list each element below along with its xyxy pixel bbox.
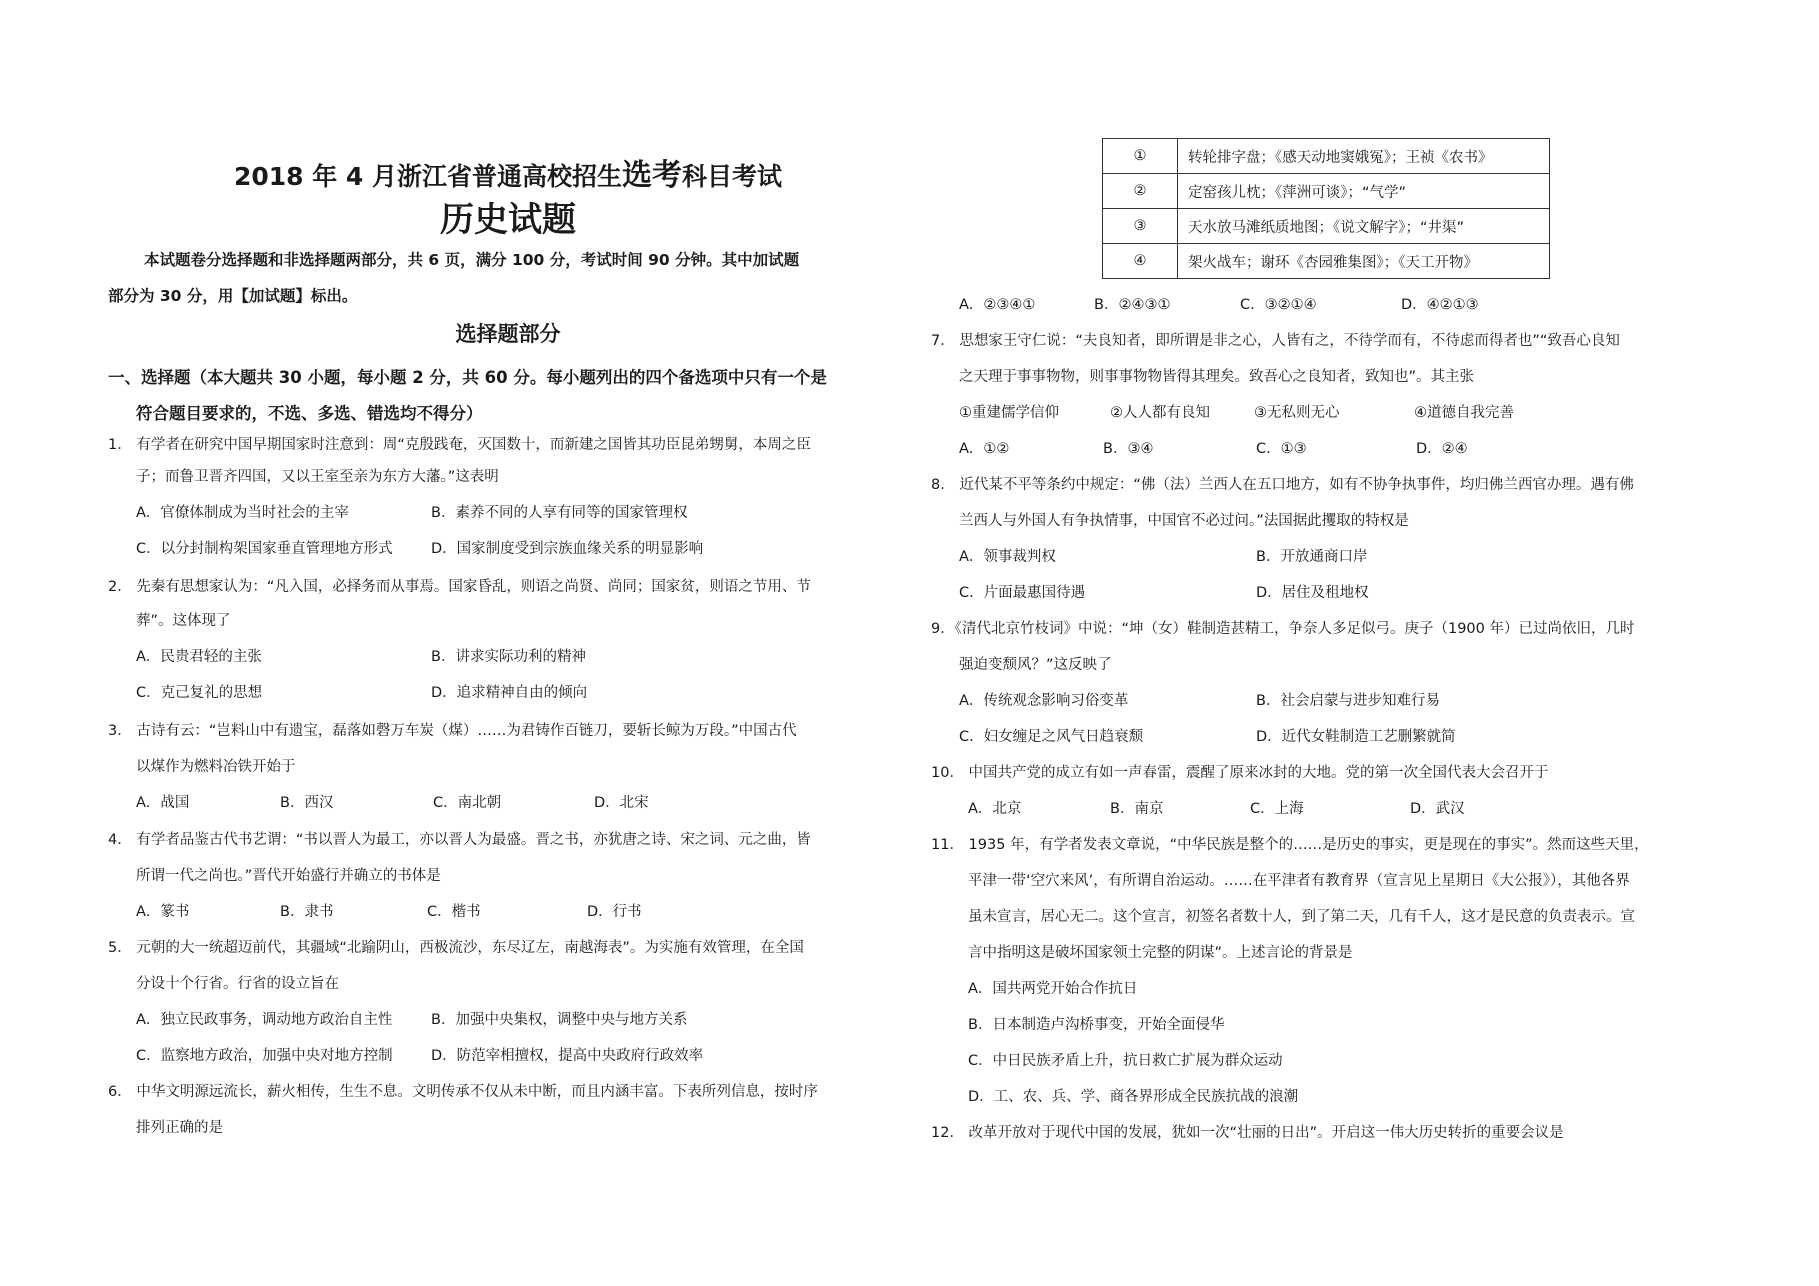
subject-title: 历史试题 [440,200,576,240]
q1-option-b: B．素养不同的人享有同等的国家管理权 [431,505,688,521]
q7-option-d: D．②④ [1416,441,1468,457]
q5-option-c: C．监察地方政治，加强中央对地方控制 [136,1048,393,1064]
q1-option-d: D．国家制度受到宗族血缘关系的明显影响 [431,541,704,557]
q4-option-c: C．楷书 [427,904,481,920]
q7-statement-3: ③无私则无心 [1254,405,1340,421]
q6-option-b: B．②④③① [1094,297,1171,313]
q8-option-d: D．居住及租地权 [1256,585,1369,601]
q6-option-a: A．②③④① [959,297,1036,313]
q7-statement-1: ①重建儒学信仰 [959,405,1059,421]
q8-option-b: B．开放通商口岸 [1256,549,1368,565]
question-11-line-4: 言中指明这是破坏国家领土完整的阴谋”。上述言论的背景是 [968,945,1353,961]
question-9-line-1: 9．《清代北京竹枝词》中说：“坤（女）鞋制造甚精工，争奈人多足似弓。庚子（1900 年）已过尚依旧，几时 [931,621,1635,637]
table-cell-text: 转轮排字盘；《感天动地窦娥冤》；王祯《农书》 [1178,139,1550,174]
question-11-line-2: 平津一带‘空穴来风’，有所谓自治运动。……在平津者有教育界（宣言见上星期日《大公报》），其他各界 [968,873,1630,889]
part-heading: 一、选择题（本大题共 30 小题，每小题 2 分，共 60 分。每小题列出的四个备选项中只有一个是 符合题目要求的，不选、多选、错选均不得分） [108,368,827,423]
q7-statement-4: ④道德自我完善 [1414,405,1514,421]
q10-option-d: D．武汉 [1410,801,1465,817]
table-row [1103,209,1550,244]
q10-option-c: C．上海 [1250,801,1304,817]
q9-option-c: C．妇女缠足之风气日趋衰颓 [959,729,1144,745]
question-4-line-1: 4． 有学者品鉴古代书艺谓：“书以晋人为最工，亦以晋人为最盛。晋之书，亦犹唐之诗、宋之词、元之曲，皆 [108,832,811,848]
table-cell-number: ④ [1103,244,1178,279]
question-8-line-1: 8． 近代某不平等条约中规定：“佛（法）兰西人在五口地方，如有不协争执事件，均归佛兰西官办理。遇有佛 [931,477,1634,493]
q11-option-d: D．工、农、兵、学、商各界形成全民族抗战的浪潮 [968,1089,1299,1105]
table-cell-number: ③ [1103,209,1178,244]
q4-option-d: D．行书 [587,904,642,920]
q10-option-b: B．南京 [1110,801,1164,817]
q3-option-c: C．南北朝 [433,795,502,811]
q1-option-c: C．以分封制构架国家垂直管理地方形式 [136,541,393,557]
question-7-line-2: 之天理于事事物物，则事事物物皆得其理矣。致吾心之良知者，致知也”。其主张 [959,369,1475,385]
q6-option-c: C．③②①④ [1240,297,1317,313]
table-cell-number: ② [1103,174,1178,209]
exam-instructions: 本试题卷分选择题和非选择题两部分，共 6 页，满分 100 分，考试时间 90 分钟。其中加试题 部分为 30 分，用【加试题】标出。 [108,251,800,305]
q7-option-b: B．③④ [1103,441,1154,457]
question-6-line-1: 6． 中华文明源远流长，薪火相传，生生不息。文明传承不仅从未中断，而且内涵丰富。下表所列信息，按时序 [108,1084,818,1100]
question-6-line-2: 排列正确的是 [136,1120,223,1136]
q8-option-a: A．领事裁判权 [959,549,1056,565]
q1-option-a: A．官僚体制成为当时社会的主宰 [136,505,349,521]
question-3-line-2: 以煤作为燃料冶铁开始于 [136,759,296,775]
q7-option-a: A．①② [959,441,1010,457]
q2-option-b: B．讲求实际功利的精神 [431,649,586,665]
q9-option-a: A．传统观念影响习俗变革 [959,693,1129,709]
table-cell-text: 定窑孩儿枕；《萍洲可谈》；“气学” [1178,174,1550,209]
q3-option-a: A．战国 [136,795,190,811]
q4-option-a: A．篆书 [136,904,190,920]
table-row [1103,139,1550,174]
q10-option-a: A．北京 [968,801,1022,817]
question-7-line-1: 7． 思想家王守仁说：“夫良知者，即所谓是非之心，人皆有之，不待学而有，不待虑而得者也”“致吾心良知 [931,333,1620,349]
q2-option-a: A．民贵君轻的主张 [136,649,262,665]
q8-option-c: C．片面最惠国待遇 [959,585,1086,601]
question-1-line-2: 子；而鲁卫晋齐四国，又以王室至亲为东方大藩。”这表明 [136,469,499,485]
question-5-line-2: 分设十个行省。行省的设立旨在 [136,976,339,992]
question-1-line-1: 1． 有学者在研究中国早期国家时注意到：周“克殷践奄，灭国数十，而新建之国皆其功臣昆弟甥舅，本周之臣 [108,437,811,453]
table-row [1103,174,1550,209]
q6-option-d: D．④②①③ [1401,297,1479,313]
question-12-line-1: 12． 改革开放对于现代中国的发展，犹如一次“壮丽的日出”。开启这一伟大历史转折的重要会议是 [931,1125,1564,1141]
question-4-line-2: 所谓一代之尚也。”晋代开始盛行并确立的书体是 [136,868,441,884]
q7-option-c: C．①③ [1256,441,1307,457]
q3-option-b: B．西汉 [280,795,334,811]
question-11-line-1: 11． 1935 年，有学者发表文章说，“中华民族是整个的……是历史的事实，更是现在的事实”。然而这些天里， [931,837,1649,853]
q11-option-c: C．中日民族矛盾上升，抗日救亡扩展为群众运动 [968,1053,1283,1069]
table-cell-text: 架火战车；谢环《杏园雅集图》；《天工开物》 [1178,244,1550,279]
q11-option-a: A．国共两党开始合作抗日 [968,981,1138,997]
q7-statement-2: ②人人都有良知 [1110,405,1210,421]
question-5-line-1: 5． 元朝的大一统超迈前代，其疆域“北踰阴山，西极流沙，东尽辽左，南越海表”。为实施有效管理，在全国 [108,940,804,956]
q5-option-b: B．加强中央集权，调整中央与地方关系 [431,1012,688,1028]
info-table [1102,138,1550,279]
table-cell-number: ① [1103,139,1178,174]
section-title: 选择题部分 [455,322,561,346]
question-3-line-1: 3． 古诗有云：“岂料山中有遗宝，磊落如磬万车炭（煤）……为君铸作百链刀，要斩长鲸为万段。”中国古代 [108,723,797,739]
question-9-line-2: 强迫变颓风？”这反映了 [959,657,1112,673]
question-10-line-1: 10． 中国共产党的成立有如一声春雷，震醒了原来冰封的大地。党的第一次全国代表大会召开于 [931,765,1549,781]
q2-option-d: D．追求精神自由的倾向 [431,685,588,701]
question-8-line-2: 兰西人与外国人有争执情事，中国官不必过问。”法国据此攫取的特权是 [959,513,1409,529]
question-2-line-1: 2． 先秦有思想家认为：“凡入国，必择务而从事焉。国家昏乱，则语之尚贤、尚同；国家贫，则语之节用、节 [108,579,811,595]
table-row [1103,244,1550,279]
q5-option-d: D．防范宰相擅权，提高中央政府行政效率 [431,1048,704,1064]
q5-option-a: A．独立民政事务，调动地方政治自主性 [136,1012,393,1028]
table-cell-text: 天水放马滩纸质地图；《说文解字》；“井渠” [1178,209,1550,244]
q3-option-d: D．北宋 [594,795,649,811]
q9-option-b: B．社会启蒙与进步知难行易 [1256,693,1440,709]
q4-option-b: B．隶书 [280,904,334,920]
q2-option-c: C．克己复礼的思想 [136,685,263,701]
question-2-line-2: 葬”。这体现了 [136,613,231,629]
question-11-line-3: 虽未宣言，居心无二。这个宣言，初签名者数十人，到了第二天，几有千人，这才是民意的负责表示。宣 [968,909,1635,925]
q11-option-b: B．日本制造卢沟桥事变，开始全面侵华 [968,1017,1225,1033]
exam-title: 2018 年 4 月浙江省普通高校招生选考科目考试 [233,158,783,193]
q9-option-d: D．近代女鞋制造工艺删繁就简 [1256,729,1456,745]
